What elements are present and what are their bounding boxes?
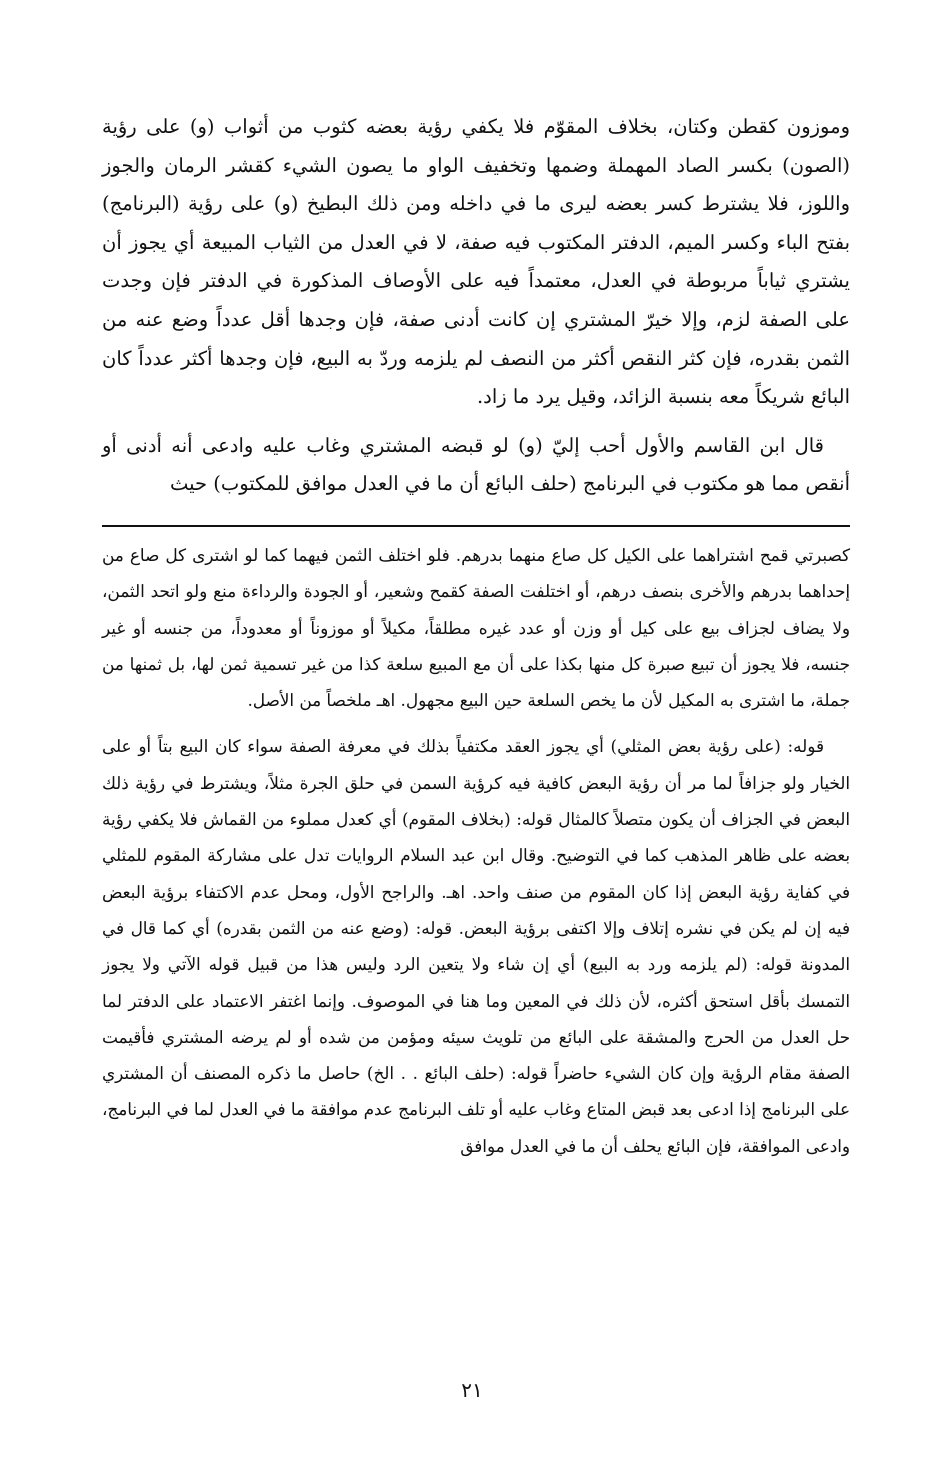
footnote-paragraph: كصبرتي قمح اشتراهما على الكيل كل صاع منهما بدرهم. فلو اختلف الثمن فيهما كما لو اشترى كل صاع من إحداهما بدرهم والأخرى بنصف درهم، أو اختلفت الصفة كقمح وشعير، أو الجودة والرداءة منع ولو اتحد الثمن، ولا يضاف لجزاف بيع على كيل أو وزن أو عدد غيره مطلقاً، مكيلاً أو موزوناً أو معدوداً، من جنسه أو غير جنسه، فلا يجوز أن تبيع صبرة كل منها بكذا على أن مع المبيع سلعة كذا من غير تسمية ثمن لها، بل ثمنها من جملة، ما اشترى به المكيل لأن ما يخص السلعة حين البيع مجهول. اهـ ملخصاً من الأصل. bbox=[102, 544, 850, 711]
page-body bbox=[102, 108, 850, 1164]
main-paragraph: قال ابن القاسم والأول أحب إليّ (و) لو قبضه المشتري وغاب عليه وادعى أنه أدنى أو أنقص مما هو مكتوب في البرنامج (حلف البائع أن ما في العدل موافق للمكتوب) حيث bbox=[102, 433, 850, 496]
page-number: ٢١ bbox=[461, 1378, 483, 1402]
main-text bbox=[102, 108, 850, 504]
footnotes bbox=[102, 537, 850, 1164]
footnote-divider bbox=[102, 525, 850, 527]
footnote-paragraph: قوله: (على رؤية بعض المثلي) أي يجوز العقد مكتفياً بذلك في معرفة الصفة سواء كان البيع بتاً أو على الخيار ولو جزافاً لما مر أن رؤية البعض كافية فيه كرؤية السمن في حلق الجرة مثلاً، ويشترط في رؤية ذلك البعض في الجزاف أن يكون متصلاً كالمثال قوله: (بخلاف المقوم) أي كعدل مملوء من القماش فلا يكفي رؤية بعضه على ظاهر المذهب كما في التوضيح. وقال ابن عبد السلام الروايات تدل على مشاركة المقوم للمثلي في كفاية رؤية البعض إذا كان المقوم من صنف واحد. اهـ. والراجح الأول، ومحل عدم الاكتفاء برؤية البعض فيه إن لم يكن في نشره إتلاف وإلا اكتفى برؤية البعض. قوله: (وضع عنه من الثمن بقدره) أي كما قال في المدونة قوله: (لم يلزمه ورد به البيع) أي إن شاء ولا يتعين الرد وليس هذا من قبيل قوله الآتي ولا يجوز التمسك بأقل استحق أكثره، لأن ذلك في المعين وما هنا في الموصوف. وإنما اغتفر الاعتماد على الدفتر لما حل العدل من الحرج والمشقة على البائع من تلويث سيئه ومؤمن من شده أو لم يرضه المشتري فأقيمت الصفة مقام الرؤية وإن كان الشيء حاضراً قوله: (حلف البائع . . الخ) حاصل ما ذكره المصنف أن المشتري على البرنامج إذا ادعى بعد قبض المتاع وغاب عليه أو تلف البرنامج عدم موافقة ما في العدل لما في البرنامج، وادعى الموافقة، فإن البائع يحلف أن ما في العدل موافق bbox=[102, 736, 850, 1156]
main-paragraph: وموزون كقطن وكتان، بخلاف المقوّم فلا يكفي رؤية بعضه كثوب من أثواب (و) على رؤية (الصون) بكسر الصاد المهملة وضمها وتخفيف الواو ما يصون الشيء كقشر الرمان والجوز واللوز، فلا يشترط كسر بعضه ليرى ما في داخله ومن ذلك البطيخ (و) على رؤية (البرنامج) بفتح الباء وكسر الميم، الدفتر المكتوب فيه صفة، لا في العدل من الثياب المبيعة أي يجوز أن يشتري ثياباً مربوطة في العدل، معتمداً فيه على الأوصاف المذكورة في الدفتر فإن وجدت على الصفة لزم، وإلا خيرّ المشتري إن كانت أدنى صفة، فإن وجدها أقل عدداً وضع عنه من الثمن بقدره، فإن كثر النقص أكثر من النصف لم يلزمه وردّ به البيع، فإن وجدها أكثر عدداً كان البائع شريكاً معه بنسبة الزائد، وقيل يرد ما زاد. bbox=[102, 115, 850, 409]
